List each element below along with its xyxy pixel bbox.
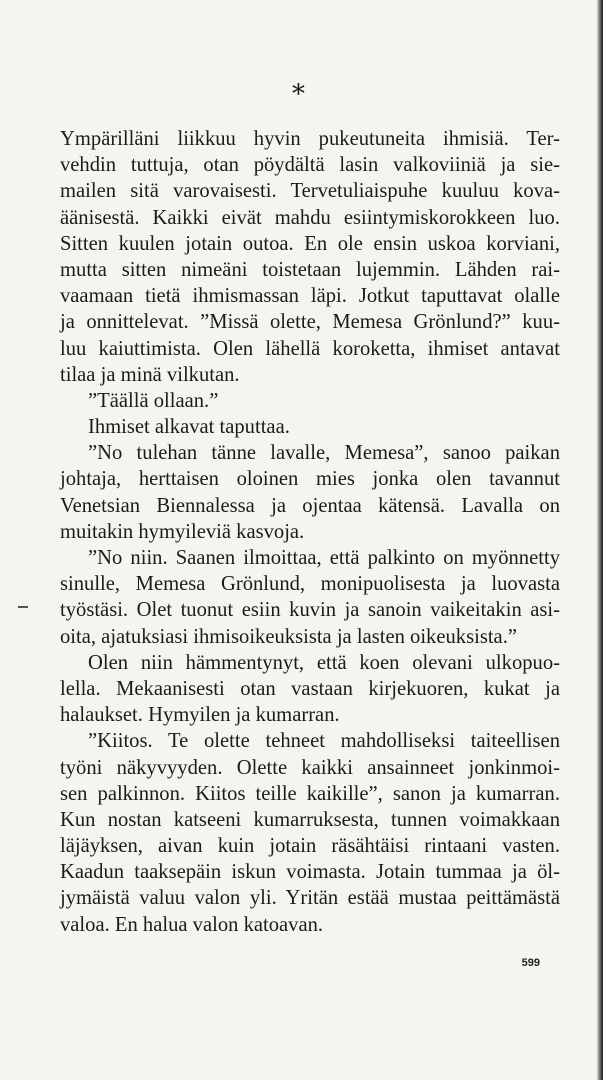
page-number: 599 [521, 957, 540, 969]
text-line: äänisestä. Kaikki eivät mahdu esiintymiskorokkeen luo. [60, 206, 560, 229]
body-text [60, 126, 560, 938]
text-line: vaamaan tietä ihmismassan läpi. Jotkut taputtavat olalle [60, 285, 560, 308]
text-line: Kun nostan katseeni kumarruksesta, tunnen voimakkaan [60, 808, 560, 831]
margin-pen-mark [18, 606, 28, 608]
text-line: ”Täällä ollaan.” [88, 389, 219, 412]
text-line: työstäsi. Olet tuonut esiin kuvin ja sanoin vaikeitakin asi- [60, 599, 560, 622]
text-line: vehdin tuttuja, otan pöydältä lasin valkoviiniä ja sie- [60, 154, 560, 177]
text-line: työni näkyvyyden. Olette kaikki ansainneet jonkinmoi- [60, 756, 560, 779]
text-line: Olen niin hämmentynyt, että koen olevani ulkopuo- [88, 651, 560, 674]
text-line: valoa. En halua valon katoavan. [60, 913, 324, 936]
text-line: Sitten kuulen jotain outoa. En ole ensin uskoa korviani, [60, 232, 560, 255]
text-line: muitakin hymyileviä kasvoja. [60, 520, 305, 543]
text-line: sen palkinnon. Kiitos teille kaikille”, sanon ja kumarran. [60, 782, 560, 805]
section-break-asterisk: ∗ [289, 74, 308, 104]
text-line: tilaa ja minä vilkutan. [60, 363, 240, 386]
text-line: sinulle, Memesa Grönlund, monipuolisesta ja luovasta [60, 573, 560, 596]
text-line: ”No tulehan tänne lavalle, Memesa”, sanoo paikan [88, 442, 560, 465]
text-line: mutta sitten nimeäni toistetaan lujemmin. Lähden rai- [60, 258, 560, 281]
text-line: Kaadun taaksepäin iskun voimasta. Jotain tummaa ja öl- [60, 861, 560, 884]
text-line: läjäyksen, aivan kuin jotain räsähtäisi rintaani vasten. [60, 835, 560, 858]
book-page-edge [597, 0, 603, 1080]
text-line: Ympärilläni liikkuu hyvin pukeutuneita ihmisiä. Ter- [60, 128, 560, 150]
text-line: ”Kiitos. Te olette tehneet mahdolliseksi taiteellisen [88, 730, 560, 753]
text-line: jymäistä valuu valon yli. Yritän estää mustaa peittämästä [60, 887, 560, 910]
text-line: johtaja, herttaisen oloinen mies jonka olen tavannut [60, 468, 560, 491]
text-line: Venetsian Biennalessa ja ojentaa kätensä. Lavalla on [60, 494, 560, 517]
text-line: Ihmiset alkavat taputtaa. [88, 416, 290, 439]
text-line: ”No niin. Saanen ilmoittaa, että palkinto on myönnetty [88, 547, 560, 569]
text-line: halaukset. Hymyilen ja kumarran. [60, 704, 340, 727]
text-line: mailen sitä varovaisesti. Tervetuliaispuhe kuuluu kova- [60, 180, 560, 203]
text-line: oita, ajatuksiasi ihmisoikeuksista ja lasten oikeuksista.” [60, 625, 517, 648]
text-line: lella. Mekaanisesti otan vastaan kirjekuoren, kukat ja [60, 677, 560, 700]
text-line: luu kaiuttimista. Olen lähellä koroketta, ihmiset antavat [60, 337, 560, 360]
text-line: ja onnittelevat. ”Missä olette, Memesa Grönlund?” kuu- [60, 311, 560, 334]
